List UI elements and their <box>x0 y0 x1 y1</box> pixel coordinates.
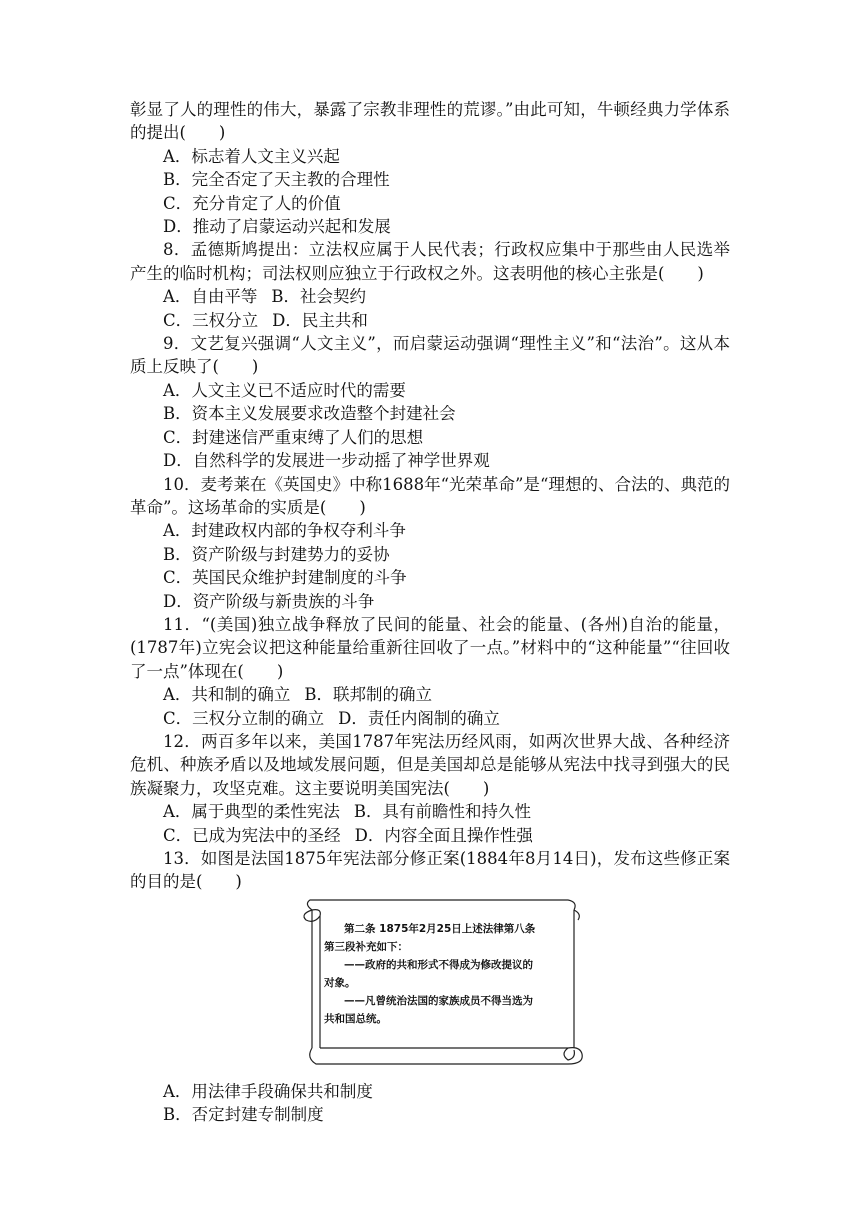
q11-options-row2 <box>130 707 730 730</box>
amendment-line-6: 共和国总统。 <box>324 1012 387 1025</box>
q8-option-c: C．三权分立 <box>163 310 259 330</box>
q12-option-b: B．具有前瞻性和持久性 <box>353 802 532 822</box>
q9-option-d: D．自然科学的发展进一步动摇了神学世界观 <box>163 451 490 471</box>
q13-figure <box>130 898 730 1074</box>
q7-option-b: B．完全否定了天主教的合理性 <box>163 170 390 190</box>
q10-option-b: B．资产阶级与封建势力的妥协 <box>163 544 390 564</box>
q11-options-row1 <box>130 683 730 706</box>
amendment-text <box>324 920 568 1028</box>
amendment-line-5: ——凡曾统治法国的家族成员不得当选为 <box>344 994 533 1007</box>
amendment-line-4: 对象。 <box>324 976 356 989</box>
q9-option-c: C．封建迷信严重束缚了人们的思想 <box>163 427 424 447</box>
q8-option-a: A．自由平等 <box>163 287 258 307</box>
q10-option-c: C．英国民众维护封建制度的斗争 <box>163 568 407 588</box>
q9-stem: 9．文艺复兴强调“人文主义”，而启蒙运动强调“理性主义”和“法治”。这从本质上反映了( ) <box>130 334 730 377</box>
q8-options-row1 <box>130 285 730 308</box>
q11-option-c: C．三权分立制的确立 <box>163 708 325 728</box>
amendment-line-3: ——政府的共和形式不得成为修改提议的 <box>344 958 533 971</box>
q12-option-d: D．内容全面且操作性强 <box>354 825 533 845</box>
q8-option-b: B．社会契约 <box>271 287 367 307</box>
q7-option-d: D．推动了启蒙运动兴起和发展 <box>163 217 391 237</box>
q12-options-row1 <box>130 800 730 823</box>
amendment-line-1: 第二条 1875年2月25日上述法律第八条 <box>344 922 536 935</box>
q11-stem: 11．“(美国)独立战争释放了民间的能量、社会的能量、(各州)自治的能量，(1787年)立宪会议把这种能量给重新往回收了一点。”材料中的“这种能量”“往回收了一点”体现在( ) <box>130 614 730 681</box>
q12-stem: 12．两百多年以来，美国1787年宪法历经风雨，如两次世界大战、各种经济危机、种族矛盾以及地域发展问题，但是美国却总是能够从宪法中找寻到强大的民族凝聚力，攻坚克难。这主要说明美国宪法( ) <box>130 731 730 798</box>
q11-option-b: B．联邦制的确立 <box>304 685 433 705</box>
q10-option-a: A．封建政权内部的争权夺利斗争 <box>163 521 406 541</box>
q10-stem: 10．麦考莱在《英国史》中称1688年“光荣革命”是“理想的、合法的、典范的革命”。这场革命的实质是( ) <box>130 474 730 517</box>
q9-option-a: A．人文主义已不适应时代的需要 <box>163 380 406 400</box>
q8-options-row2 <box>130 309 730 332</box>
q9-option-b: B．资本主义发展要求改造整个封建社会 <box>163 404 456 424</box>
q12-option-c: C．已成为宪法中的圣经 <box>163 825 341 845</box>
q13-stem: 13．如图是法国1875年宪法部分修正案(1884年8月14日)，发布这些修正案的目的是( ) <box>130 849 730 892</box>
amendment-scroll <box>298 898 588 1068</box>
q7-option-c: C．充分肯定了人的价值 <box>163 193 341 213</box>
q7-option-a: A．标志着人文主义兴起 <box>163 146 340 166</box>
question-page <box>130 98 730 1127</box>
q13-option-a: A．用法律手段确保共和制度 <box>163 1081 373 1101</box>
amendment-line-2: 第三段补充如下： <box>324 940 408 953</box>
q7-stem-tail: 彰显了人的理性的伟大，暴露了宗教非理性的荒谬。”由此可知，牛顿经典力学体系的提出( ) <box>130 100 730 143</box>
q12-option-a: A．属于典型的柔性宪法 <box>163 802 340 822</box>
q12-options-row2 <box>130 824 730 847</box>
q13-option-b: B．否定封建专制制度 <box>163 1105 324 1125</box>
q8-stem: 8．孟德斯鸠提出：立法权应属于人民代表；行政权应集中于那些由人民选举产生的临时机构；司法权则应独立于行政权之外。这表明他的核心主张是( ) <box>130 240 730 283</box>
q10-option-d: D．资产阶级与新贵族的斗争 <box>163 591 375 611</box>
q8-option-d: D．民主共和 <box>272 310 368 330</box>
q11-option-a: A．共和制的确立 <box>163 685 291 705</box>
q11-option-d: D．责任内阁制的确立 <box>338 708 500 728</box>
